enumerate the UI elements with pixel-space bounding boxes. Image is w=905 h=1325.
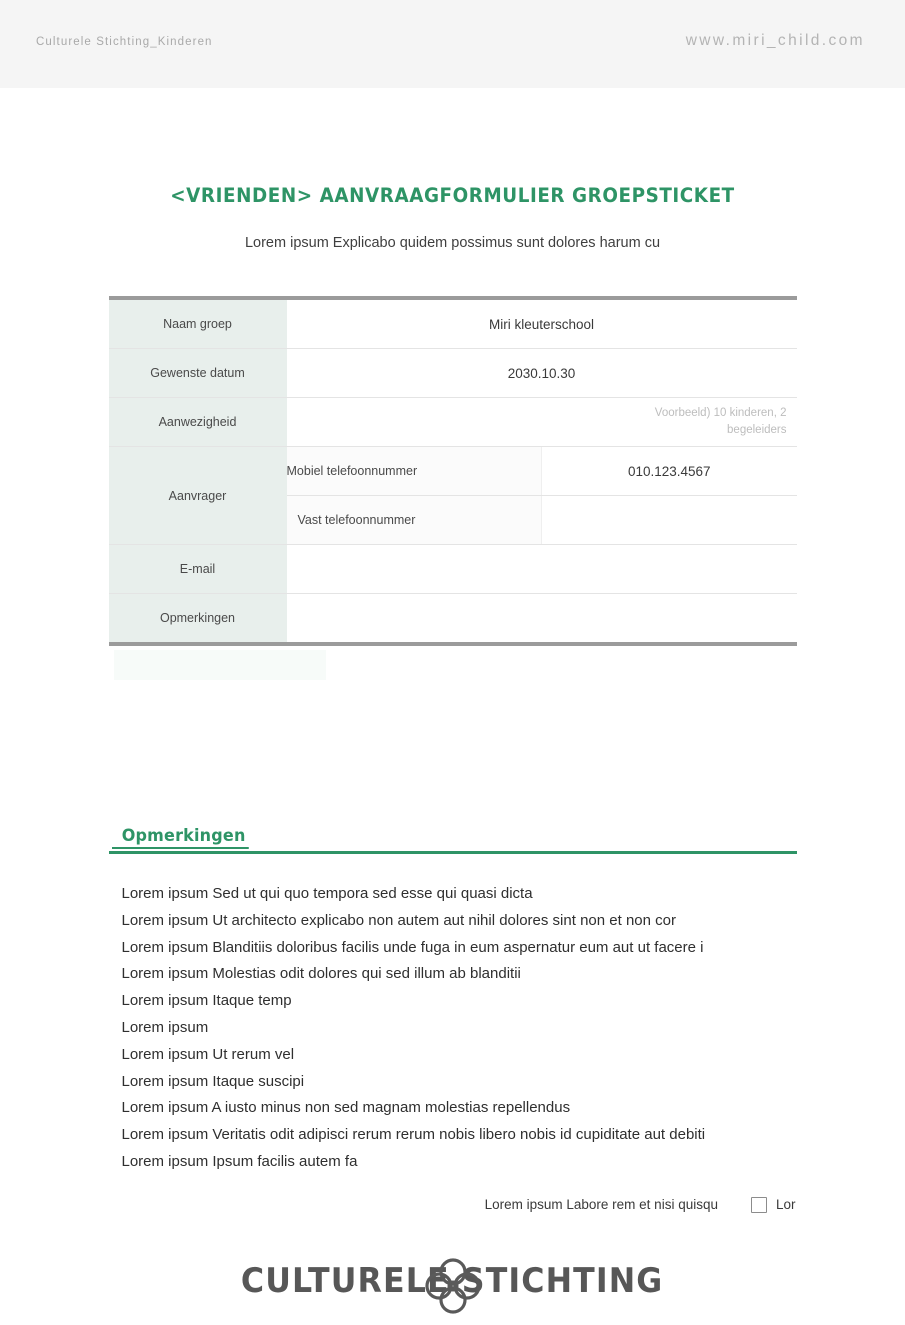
list-item: Lorem ipsum Ipsum facilis autem fa bbox=[121, 1152, 358, 1170]
table-row bbox=[109, 594, 797, 645]
list-item: Lorem ipsum bbox=[121, 1018, 209, 1036]
table-row bbox=[109, 398, 797, 447]
table-row bbox=[109, 298, 797, 349]
field-value-mobiel-telefoonnummer[interactable]: 010.123.4567 bbox=[542, 447, 797, 496]
list-item: Lorem ipsum Blanditiis doloribus facilis unde fuga in eum aspernatur eum aut ut facere i bbox=[121, 938, 704, 956]
website-url: www.miri_child.com bbox=[685, 32, 865, 49]
field-value-vast-telefoonnummer[interactable] bbox=[542, 496, 797, 545]
field-label-opmerkingen: Opmerkingen bbox=[109, 594, 287, 645]
field-value-naam-groep[interactable]: Miri kleuterschool bbox=[287, 298, 797, 349]
list-item: Lorem ipsum A iusto minus non sed magnam molestias repellendus bbox=[121, 1099, 571, 1117]
table-row bbox=[109, 349, 797, 398]
brand-logo-text: CULTURELE STICHTING bbox=[241, 1260, 664, 1301]
notes-list bbox=[109, 881, 797, 1176]
list-item: Lorem ipsum Ut rerum vel bbox=[121, 1045, 295, 1063]
consent-checkbox[interactable] bbox=[751, 1197, 767, 1213]
table-row bbox=[109, 545, 797, 594]
document-body bbox=[0, 88, 905, 1325]
field-label-naam-groep: Naam groep bbox=[109, 298, 287, 349]
field-label-aanvrager: Aanvrager bbox=[109, 447, 287, 545]
field-value-opmerkingen[interactable] bbox=[287, 594, 797, 645]
list-item: Lorem ipsum Itaque suscipi bbox=[121, 1072, 305, 1090]
consent-row bbox=[108, 1197, 798, 1213]
field-sublabel-mobiel-telefoonnummer: Mobiel telefoonnummer bbox=[287, 447, 542, 496]
consent-option-label: Lor bbox=[775, 1197, 796, 1213]
field-label-aanwezigheid: Aanwezigheid bbox=[109, 398, 287, 447]
list-item: Lorem ipsum Veritatis odit adipisci rerum rerum nobis libero nobis id cupiditate aut debiti bbox=[121, 1126, 706, 1144]
consent-text: Lorem ipsum Labore rem et nisi quisqu bbox=[484, 1197, 718, 1213]
page-subtitle: Lorem ipsum Explicabo quidem possimus sunt dolores harum cu bbox=[244, 235, 661, 251]
application-form-table bbox=[109, 296, 797, 646]
org-label: Culturele Stichting_Kinderen bbox=[36, 36, 213, 48]
page-header-bar bbox=[0, 0, 905, 88]
table-ghost-block bbox=[114, 650, 326, 680]
notes-divider bbox=[109, 851, 797, 854]
flower-icon bbox=[422, 1255, 484, 1317]
field-value-aanwezigheid[interactable] bbox=[287, 398, 797, 447]
field-label-email: E-mail bbox=[109, 545, 287, 594]
field-placeholder-aanwezigheid: Voorbeeld) 10 kinderen, 2 begeleiders bbox=[654, 407, 787, 436]
table-row bbox=[109, 447, 797, 496]
form-table-wrapper bbox=[109, 296, 797, 646]
page-title: <VRIENDEN> AANVRAAGFORMULIER GROEPSTICKET bbox=[170, 184, 735, 207]
list-item: Lorem ipsum Ut architecto explicabo non autem aut nihil dolores sint non et non cor bbox=[121, 911, 676, 929]
list-item: Lorem ipsum Molestias odit dolores qui sed illum ab blanditii bbox=[121, 965, 521, 983]
list-item: Lorem ipsum Sed ut qui quo tempora sed esse qui quasi dicta bbox=[121, 885, 533, 902]
footer bbox=[109, 1255, 797, 1325]
field-sublabel-vast-telefoonnummer: Vast telefoonnummer bbox=[287, 496, 542, 545]
field-label-gewenste-datum: Gewenste datum bbox=[109, 349, 287, 398]
notes-heading: Opmerkingen bbox=[112, 826, 248, 849]
notes-section bbox=[109, 826, 797, 1176]
list-item: Lorem ipsum Itaque temp bbox=[121, 992, 292, 1010]
field-value-email[interactable] bbox=[287, 545, 797, 594]
field-value-gewenste-datum[interactable]: 2030.10.30 bbox=[287, 349, 797, 398]
